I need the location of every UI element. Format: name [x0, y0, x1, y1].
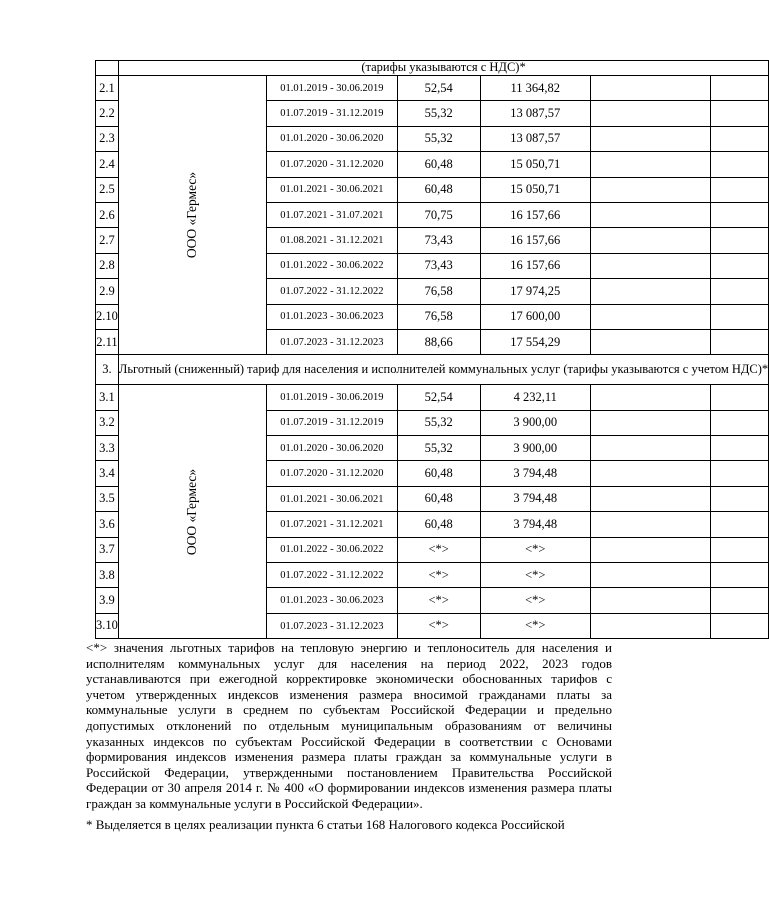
empty-cell: [711, 563, 769, 588]
period-cell: 01.01.2023 - 30.06.2023: [266, 304, 397, 329]
tariff-value-1: <*>: [397, 613, 480, 638]
empty-cell: [590, 537, 710, 562]
row-number: 3.1: [96, 385, 119, 410]
org-name: ООО «Гермес»: [184, 468, 200, 555]
section3-header-row: [96, 355, 769, 385]
empty-cell: [590, 613, 710, 638]
row-number: 3.6: [96, 512, 119, 537]
org-name-cell: [118, 385, 266, 639]
period-cell: 01.07.2021 - 31.07.2021: [266, 202, 397, 227]
row-number: 2.3: [96, 126, 119, 151]
row-number: 3.9: [96, 588, 119, 613]
empty-cell: [711, 304, 769, 329]
tariff-value-1: 73,43: [397, 228, 480, 253]
empty-cell: [590, 126, 710, 151]
period-cell: 01.01.2021 - 30.06.2021: [266, 486, 397, 511]
empty-cell: [711, 253, 769, 278]
period-cell: 01.07.2023 - 31.12.2023: [266, 613, 397, 638]
empty-cell: [590, 304, 710, 329]
empty-cell: [590, 486, 710, 511]
empty-cell: [711, 436, 769, 461]
row-number: 3.3: [96, 436, 119, 461]
row-number: 2.7: [96, 228, 119, 253]
empty-cell: [590, 563, 710, 588]
period-cell: 01.08.2021 - 31.12.2021: [266, 228, 397, 253]
empty-cell: [590, 228, 710, 253]
empty-cell: [590, 461, 710, 486]
row-number: 2.8: [96, 253, 119, 278]
tariff-value-2: 17 974,25: [480, 279, 590, 304]
tariff-value-1: <*>: [397, 537, 480, 562]
tariff-value-1: 60,48: [397, 486, 480, 511]
row-number: 2.5: [96, 177, 119, 202]
empty-cell: [590, 512, 710, 537]
period-cell: 01.07.2020 - 31.12.2020: [266, 152, 397, 177]
empty-cell: [711, 537, 769, 562]
tariff-value-2: 3 794,48: [480, 461, 590, 486]
empty-cell: [711, 588, 769, 613]
row-number: 2.9: [96, 279, 119, 304]
tariff-value-1: 60,48: [397, 177, 480, 202]
org-name: ООО «Гермес»: [184, 171, 200, 259]
empty-cell: [590, 152, 710, 177]
empty-cell: [590, 329, 710, 354]
row-number: 2.4: [96, 152, 119, 177]
tariff-value-2: 3 794,48: [480, 486, 590, 511]
tariff-value-2: 4 232,11: [480, 385, 590, 410]
row-number: 3.2: [96, 410, 119, 435]
tariff-value-2: <*>: [480, 588, 590, 613]
tariff-value-2: 13 087,57: [480, 126, 590, 151]
header-num-cell: [96, 61, 119, 76]
period-cell: 01.01.2021 - 30.06.2021: [266, 177, 397, 202]
tariff-value-1: 55,32: [397, 101, 480, 126]
tariff-value-2: 3 900,00: [480, 410, 590, 435]
empty-cell: [711, 486, 769, 511]
tariff-value-2: 16 157,66: [480, 202, 590, 227]
tariff-value-1: 70,75: [397, 202, 480, 227]
empty-cell: [590, 101, 710, 126]
empty-cell: [590, 588, 710, 613]
period-cell: 01.01.2019 - 30.06.2019: [266, 76, 397, 101]
row-number: 3.5: [96, 486, 119, 511]
section3-title: Льготный (сниженный) тариф для населения и исполнителей коммунальных услуг (тарифы указываются с учетом НДС)*: [118, 355, 768, 385]
period-cell: 01.01.2023 - 30.06.2023: [266, 588, 397, 613]
period-cell: 01.01.2022 - 30.06.2022: [266, 537, 397, 562]
tariff-value-2: 17 600,00: [480, 304, 590, 329]
tariff-value-1: 55,32: [397, 410, 480, 435]
row-number: 3.4: [96, 461, 119, 486]
row-number: 2.10: [96, 304, 119, 329]
empty-cell: [590, 177, 710, 202]
tariff-value-1: <*>: [397, 588, 480, 613]
footnote-star: <*> значения льготных тарифов на тепловую энергию и теплоноситель для населения и исполнителям коммунальных услуг для населения на период 2022, 2023 годов устанавливаются при ежегодной корректировке экономически обоснованных тарифов с учетом утвержденных индексов изменения размера вносимой гражданами платы за коммунальные услуги в среднем по субъектам Российской Федерации и предельно допустимых отклонений по отдельным муниципальным образованиям от величины указанных индексов по субъектам Российской Федерации в соответствии с Основами формирования индексов изменения размера платы граждан за коммунальные услуги в Российской Федерации, утвержденными постановлением Правительства Российской Федерации от 30 апреля 2014 г. № 400 «О формировании индексов изменения размера платы граждан за коммунальные услуги в Российской Федерации».: [86, 640, 612, 811]
tariff-value-1: 76,58: [397, 279, 480, 304]
tariff-table: [95, 60, 769, 639]
period-cell: 01.01.2022 - 30.06.2022: [266, 253, 397, 278]
section3-number: 3.: [96, 355, 119, 385]
tariff-value-2: 15 050,71: [480, 177, 590, 202]
empty-cell: [711, 613, 769, 638]
tariff-value-2: 17 554,29: [480, 329, 590, 354]
section2-header-row: [96, 61, 769, 76]
tariff-value-2: 11 364,82: [480, 76, 590, 101]
org-name-cell: [118, 76, 266, 355]
tariff-value-1: 73,43: [397, 253, 480, 278]
tariff-value-2: 16 157,66: [480, 228, 590, 253]
empty-cell: [711, 228, 769, 253]
tariff-value-1: 55,32: [397, 126, 480, 151]
tariff-value-1: <*>: [397, 563, 480, 588]
table-row: [96, 385, 769, 410]
tariff-value-2: 15 050,71: [480, 152, 590, 177]
tariff-value-1: 60,48: [397, 461, 480, 486]
empty-cell: [590, 76, 710, 101]
empty-cell: [711, 512, 769, 537]
row-number: 3.10: [96, 613, 119, 638]
period-cell: 01.07.2022 - 31.12.2022: [266, 563, 397, 588]
tariff-value-2: 13 087,57: [480, 101, 590, 126]
tariff-value-2: 3 794,48: [480, 512, 590, 537]
empty-cell: [711, 101, 769, 126]
table-row: [96, 76, 769, 101]
empty-cell: [711, 126, 769, 151]
tariff-value-2: 16 157,66: [480, 253, 590, 278]
empty-cell: [711, 329, 769, 354]
tariff-value-2: 3 900,00: [480, 436, 590, 461]
period-cell: 01.07.2019 - 31.12.2019: [266, 101, 397, 126]
tariff-value-2: <*>: [480, 613, 590, 638]
row-number: 2.6: [96, 202, 119, 227]
period-cell: 01.01.2020 - 30.06.2020: [266, 436, 397, 461]
row-number: 2.11: [96, 329, 119, 354]
period-cell: 01.07.2023 - 31.12.2023: [266, 329, 397, 354]
footnote-nds: * Выделяется в целях реализации пункта 6 статьи 168 Налогового кодекса Российской: [86, 817, 565, 832]
empty-cell: [590, 410, 710, 435]
empty-cell: [590, 279, 710, 304]
period-cell: 01.01.2019 - 30.06.2019: [266, 385, 397, 410]
tariff-value-2: <*>: [480, 563, 590, 588]
tariff-value-1: 60,48: [397, 512, 480, 537]
tariff-value-1: 52,54: [397, 76, 480, 101]
tariff-value-1: 52,54: [397, 385, 480, 410]
section2-header-tail: (тарифы указываются с НДС)*: [118, 61, 768, 76]
period-cell: 01.07.2020 - 31.12.2020: [266, 461, 397, 486]
period-cell: 01.07.2021 - 31.12.2021: [266, 512, 397, 537]
period-cell: 01.07.2022 - 31.12.2022: [266, 279, 397, 304]
empty-cell: [711, 152, 769, 177]
empty-cell: [711, 385, 769, 410]
tariff-value-2: <*>: [480, 537, 590, 562]
row-number: 2.1: [96, 76, 119, 101]
empty-cell: [590, 436, 710, 461]
period-cell: 01.07.2019 - 31.12.2019: [266, 410, 397, 435]
empty-cell: [711, 177, 769, 202]
empty-cell: [590, 253, 710, 278]
empty-cell: [711, 279, 769, 304]
period-cell: 01.01.2020 - 30.06.2020: [266, 126, 397, 151]
tariff-value-1: 88,66: [397, 329, 480, 354]
tariff-value-1: 55,32: [397, 436, 480, 461]
empty-cell: [711, 410, 769, 435]
row-number: 3.8: [96, 563, 119, 588]
empty-cell: [711, 202, 769, 227]
empty-cell: [590, 202, 710, 227]
empty-cell: [711, 461, 769, 486]
row-number: 3.7: [96, 537, 119, 562]
tariff-value-1: 76,58: [397, 304, 480, 329]
empty-cell: [711, 76, 769, 101]
tariff-value-1: 60,48: [397, 152, 480, 177]
empty-cell: [590, 385, 710, 410]
row-number: 2.2: [96, 101, 119, 126]
